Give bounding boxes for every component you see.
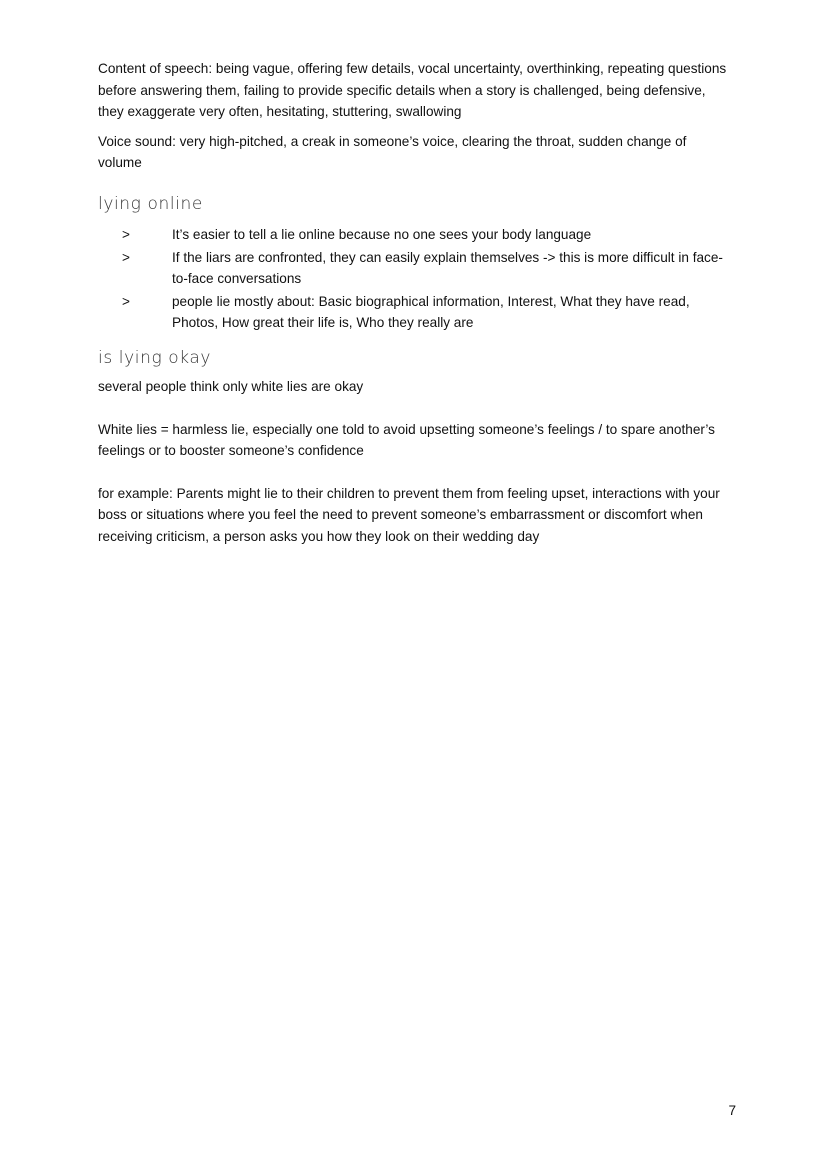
paragraph-white-lies-definition: White lies = harmless lie, especially one told to avoid upsetting someone’s feelings / to spare another’s feelings or to booster someone’s confidence (98, 421, 715, 459)
list-item (98, 247, 730, 290)
paragraph-content-of-speech: Content of speech: being vague, offering few details, vocal uncertainty, overthinking, repeating questions before answering them, failing to provide specific details when a story is challenged, being defensive, they exaggerate very often, hesitating, stuttering, swallowing (98, 61, 727, 120)
paragraph-voice-sound: Voice sound: very high-pitched, a creak in someone’s voice, clearing the throat, sudden change of volume (98, 133, 687, 171)
bullet-marker: > (122, 249, 130, 265)
paragraph-white-lies-okay: several people think only white lies are okay (98, 378, 364, 394)
list-item-text: people lie mostly about: Basic biographical information, Interest, What they have read, Photos, How great their life is, Who they really are (172, 293, 690, 331)
paragraph-examples: for example: Parents might lie to their children to prevent them from feeling upset, interactions with your boss or situations where you feel the need to prevent someone’s embarrassment or discomfort when receiving criticism, a person asks you how they look on their wedding day (98, 485, 720, 544)
bullet-marker: > (122, 293, 130, 309)
list-item (98, 291, 730, 334)
heading-lying-online: lying online (98, 193, 203, 214)
heading-is-lying-okay: is lying okay (98, 347, 212, 368)
page-content (98, 58, 730, 548)
page-number: 7 (728, 1103, 736, 1118)
lying-online-list (98, 224, 730, 334)
list-item (98, 224, 730, 246)
list-item-text: It’s easier to tell a lie online because no one sees your body language (172, 226, 592, 242)
bullet-marker: > (122, 226, 130, 242)
list-item-text: If the liars are confronted, they can easily explain themselves -> this is more difficult in face-to-face conversations (172, 249, 723, 287)
